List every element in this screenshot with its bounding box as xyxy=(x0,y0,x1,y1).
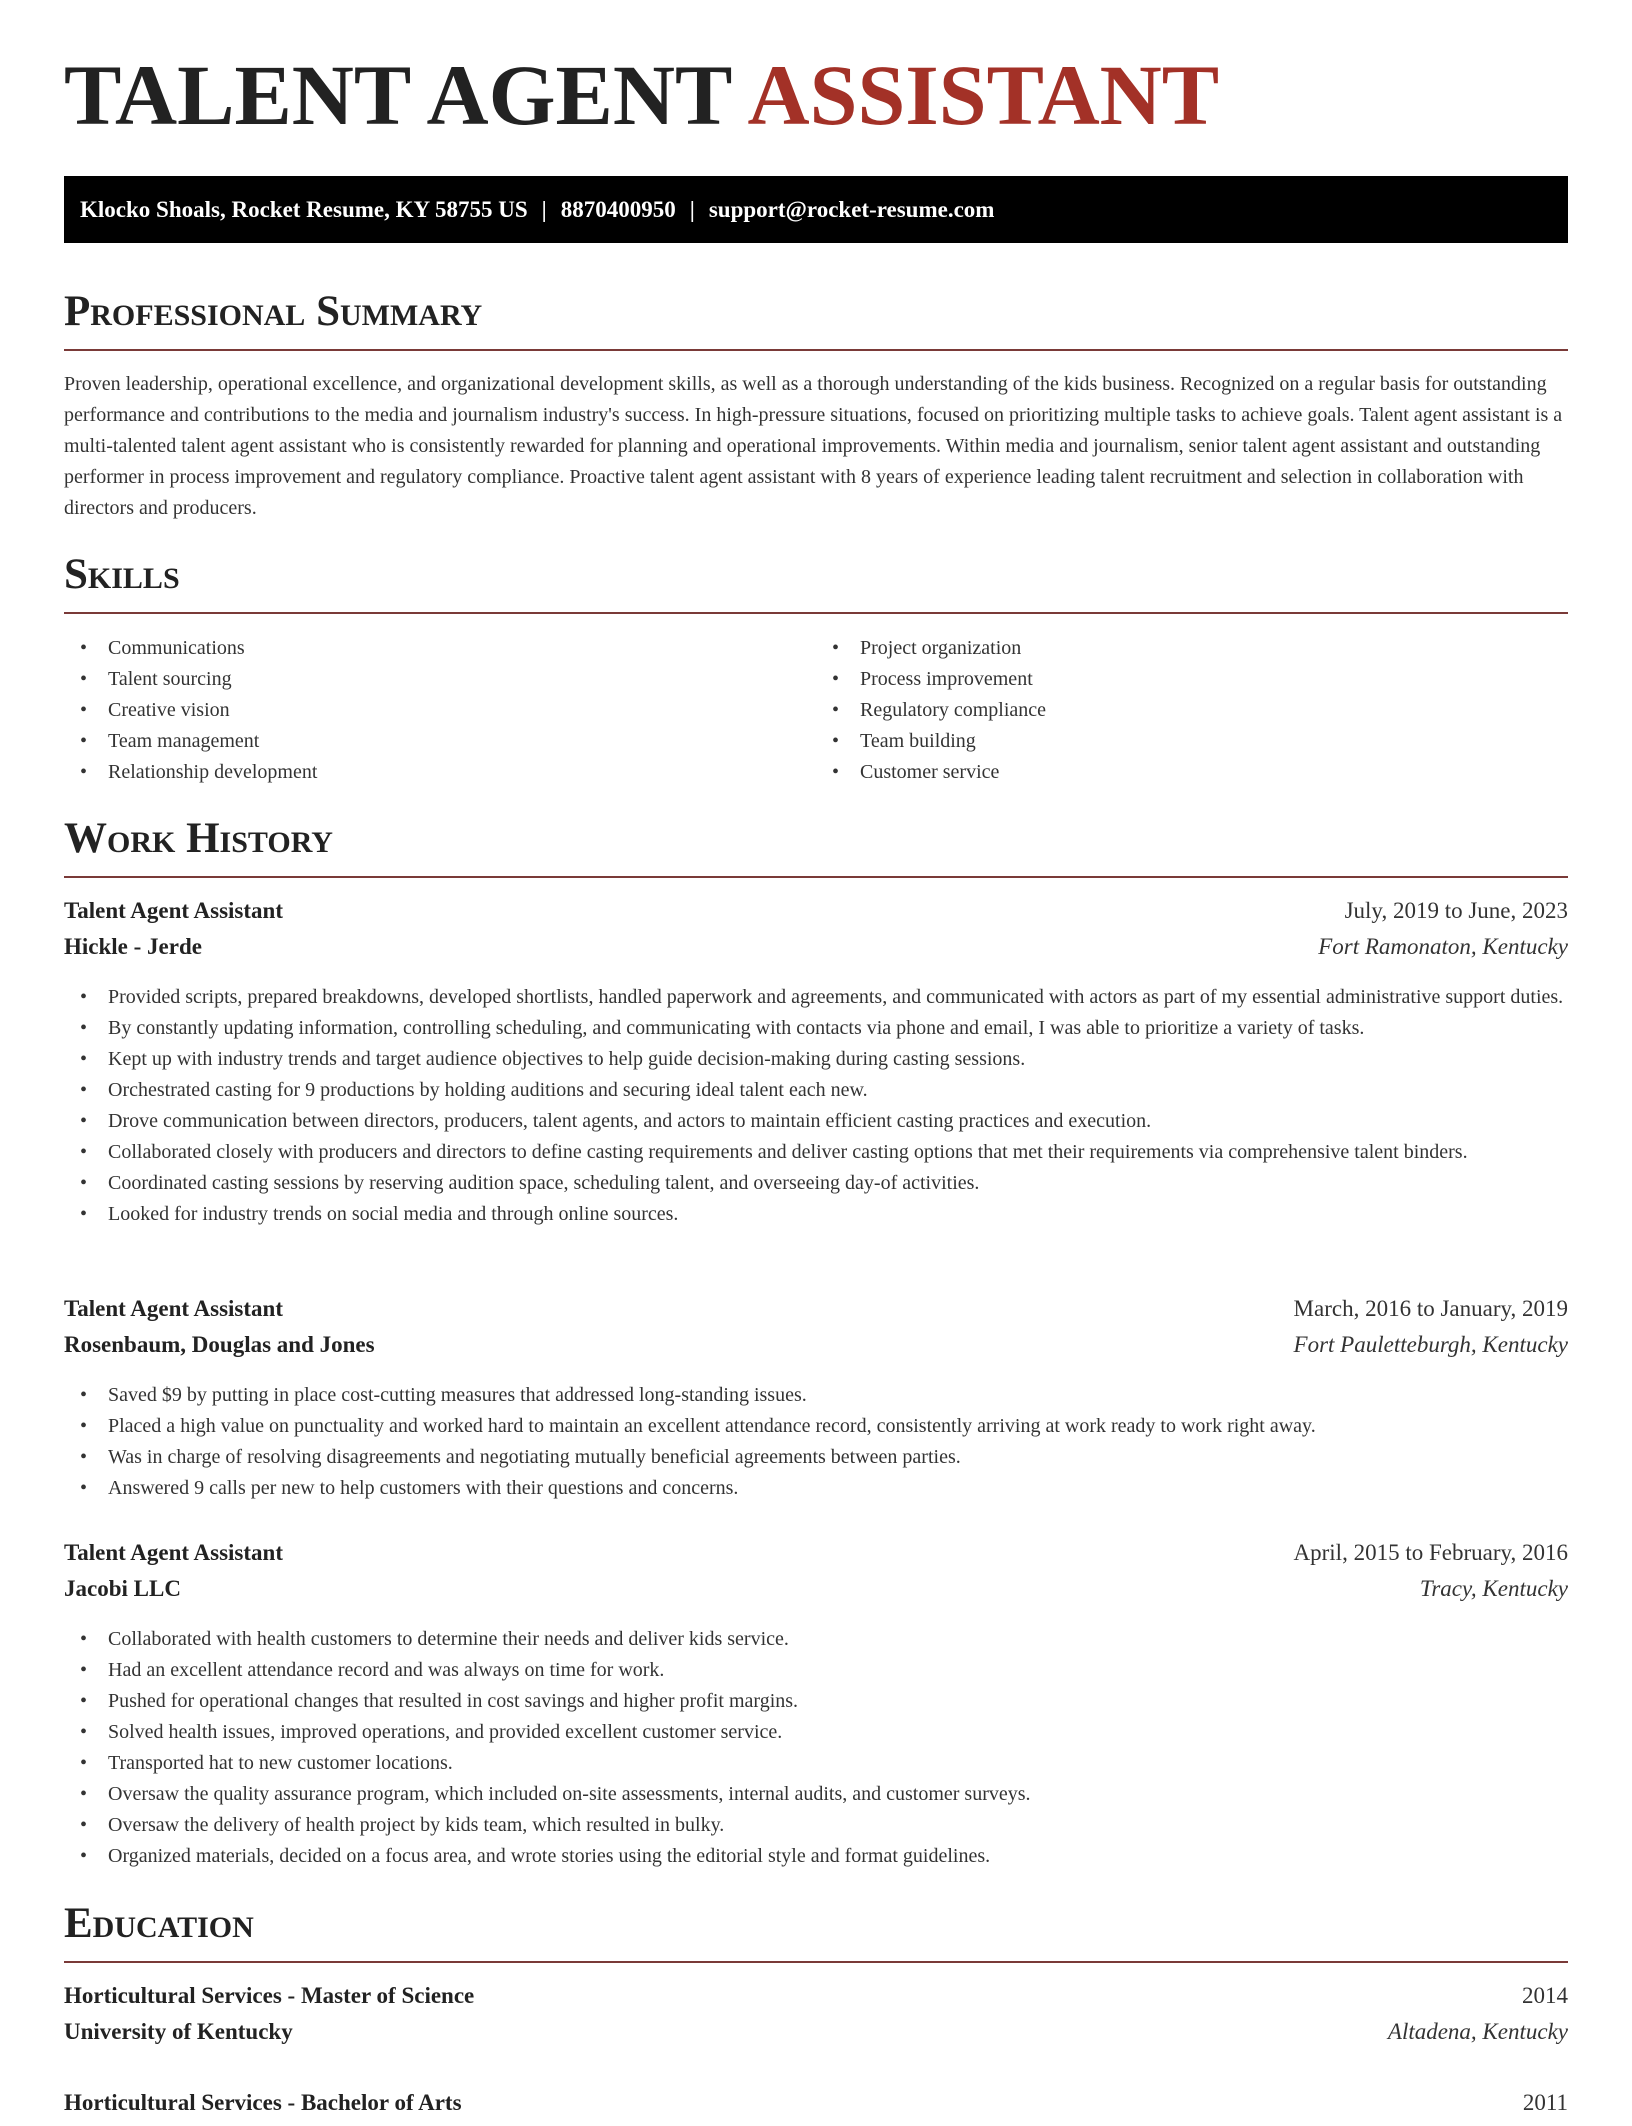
job-bullets xyxy=(64,1380,1568,1504)
contact-address: Klocko Shoals, Rocket Resume, KY 58755 US xyxy=(80,196,528,222)
job-location: Tracy, Kentucky xyxy=(1419,1576,1568,1601)
job-company: Hickle - Jerde xyxy=(64,934,202,959)
education-entry xyxy=(64,2090,1568,2126)
education-degree-row xyxy=(64,1983,1568,2019)
job-bullets xyxy=(64,982,1568,1230)
job-bullet: • Looked for industry trends on social media and through online sources. xyxy=(108,1199,1568,1230)
job-bullet: • Had an excellent attendance record and was always on time for work. xyxy=(108,1655,1568,1686)
education-degree: Horticultural Services - Bachelor of Arts xyxy=(64,2090,462,2115)
skill-item: • Customer service xyxy=(860,757,1568,788)
education-school: University of Kentucky xyxy=(64,2019,293,2044)
work-history-heading: Work History xyxy=(64,817,1568,878)
education-school-row xyxy=(64,2019,1568,2055)
education-degree-row xyxy=(64,2090,1568,2126)
education-entry xyxy=(64,1983,1568,2055)
job-bullet: • By constantly updating information, controlling scheduling, and communicating with contacts via phone and email, I was able to prioritize a variety of tasks. xyxy=(108,1013,1568,1044)
job-bullet: • Transported hat to new customer locations. xyxy=(108,1748,1568,1779)
skill-item: • Communications xyxy=(108,633,816,664)
job-bullet: • Oversaw the quality assurance program, which included on-site assessments, internal audits, and customer surveys. xyxy=(108,1779,1568,1810)
job-company: Jacobi LLC xyxy=(64,1576,181,1601)
job-bullet: • Drove communication between directors, producers, talent agents, and actors to maintain efficient casting practices and execution. xyxy=(108,1106,1568,1137)
job-bullets xyxy=(64,1624,1568,1872)
job-bullet: • Provided scripts, prepared breakdowns, developed shortlists, handled paperwork and agreements, and communicated with actors as part of my essential administrative support duties. xyxy=(108,982,1568,1013)
job-entry xyxy=(64,1540,1568,1872)
skill-item: • Talent sourcing xyxy=(108,664,816,695)
job-header-row xyxy=(64,1540,1568,1576)
skill-item: • Regulatory compliance xyxy=(860,695,1568,726)
job-bullet: • Collaborated with health customers to determine their needs and deliver kids service. xyxy=(108,1624,1568,1655)
skill-item: • Creative vision xyxy=(108,695,816,726)
education-heading: Education xyxy=(64,1902,1568,1963)
job-bullet: • Coordinated casting sessions by reserving audition space, scheduling talent, and overseeing day-of activities. xyxy=(108,1168,1568,1199)
skills-heading: Skills xyxy=(64,553,1568,614)
skill-item: • Team building xyxy=(860,726,1568,757)
job-title: Talent Agent Assistant xyxy=(64,1540,283,1565)
skill-item: • Process improvement xyxy=(860,664,1568,695)
skill-item: • Team management xyxy=(108,726,816,757)
job-bullet: • Was in charge of resolving disagreements and negotiating mutually beneficial agreements between parties. xyxy=(108,1442,1568,1473)
job-title: Talent Agent Assistant xyxy=(64,1296,283,1321)
job-title: Talent Agent Assistant xyxy=(64,898,283,923)
job-bullet: • Collaborated closely with producers and directors to define casting requirements and deliver casting options that met their requirements via comprehensive talent binders. xyxy=(108,1137,1568,1168)
job-company: Rosenbaum, Douglas and Jones xyxy=(64,1332,375,1357)
education-degree: Horticultural Services - Master of Science xyxy=(64,1983,475,2008)
education-year: 2014 xyxy=(1522,1983,1568,2008)
job-bullet: • Placed a high value on punctuality and worked hard to maintain an excellent attendance record, consistently arriving at work ready to work right away. xyxy=(108,1411,1568,1442)
skills-column-left xyxy=(64,633,816,788)
resume-title xyxy=(64,47,1220,143)
title-main: TALENT AGENT xyxy=(64,47,731,143)
job-company-row xyxy=(64,934,1568,970)
summary-text: Proven leadership, operational excellence, and organizational development skills, as well as a thorough understanding of the kids business. Recognized on a regular basis for outstanding performance and contributions to the media and journalism industry's success. In high-pressure situations, focused on prioritizing multiple tasks to achieve goals. Talent agent assistant is a multi-talented talent agent assistant who is consistently rewarded for planning and operational improvements. Within media and journalism, senior talent agent assistant and outstanding performer in process improvement and regulatory compliance. Proactive talent agent assistant with 8 years of experience leading talent recruitment and selection in collaboration with directors and producers. xyxy=(64,373,1563,519)
job-bullet: • Answered 9 calls per new to help customers with their questions and concerns. xyxy=(108,1473,1568,1504)
job-company-row xyxy=(64,1576,1568,1612)
education-year: 2011 xyxy=(1522,2090,1568,2115)
job-dates: March, 2016 to January, 2019 xyxy=(1293,1296,1568,1321)
job-bullet: • Orchestrated casting for 9 productions by holding auditions and securing ideal talent each new. xyxy=(108,1075,1568,1106)
job-bullet: • Pushed for operational changes that resulted in cost savings and higher profit margins. xyxy=(108,1686,1568,1717)
job-company-row xyxy=(64,1332,1568,1368)
job-header-row xyxy=(64,898,1568,934)
job-dates: July, 2019 to June, 2023 xyxy=(1344,898,1568,923)
job-bullet: • Saved $9 by putting in place cost-cutting measures that addressed long-standing issues. xyxy=(108,1380,1568,1411)
title-accent: ASSISTANT xyxy=(747,47,1220,143)
job-entry xyxy=(64,1296,1568,1504)
contact-separator: | xyxy=(689,196,695,222)
contact-phone: 8870400950 xyxy=(560,196,676,222)
job-bullet: • Organized materials, decided on a focus area, and wrote stories using the editorial style and format guidelines. xyxy=(108,1841,1568,1872)
job-entry xyxy=(64,898,1568,1230)
education-location: Altadena, Kentucky xyxy=(1387,2019,1568,2044)
job-bullet: • Solved health issues, improved operations, and provided excellent customer service. xyxy=(108,1717,1568,1748)
skills-list xyxy=(64,633,1568,788)
job-location: Fort Pauletteburgh, Kentucky xyxy=(1293,1332,1568,1357)
job-dates: April, 2015 to February, 2016 xyxy=(1293,1540,1568,1565)
contact-separator: | xyxy=(541,196,547,222)
skill-item: • Project organization xyxy=(860,633,1568,664)
skill-item: • Relationship development xyxy=(108,757,816,788)
job-location: Fort Ramonaton, Kentucky xyxy=(1318,934,1568,959)
contact-email: support@rocket-resume.com xyxy=(708,196,995,222)
skills-column-right xyxy=(816,633,1568,788)
job-bullet: • Oversaw the delivery of health project by kids team, which resulted in bulky. xyxy=(108,1810,1568,1841)
contact-bar xyxy=(64,176,1568,243)
job-bullet: • Kept up with industry trends and target audience objectives to help guide decision-making during casting sessions. xyxy=(108,1044,1568,1075)
summary-heading: Professional Summary xyxy=(64,290,1568,351)
job-header-row xyxy=(64,1296,1568,1332)
